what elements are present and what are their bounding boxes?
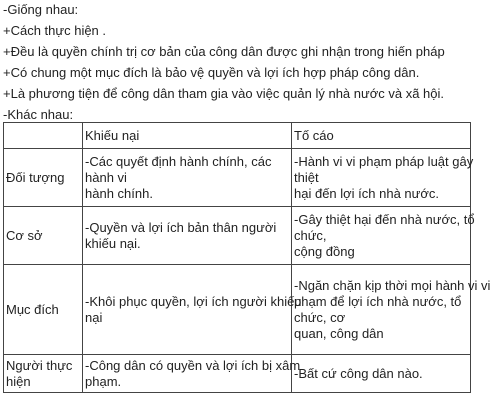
cell-line: -Công dân có quyền và lợi ích bị xâm <box>85 357 301 373</box>
row-label-line: hiện <box>6 373 31 389</box>
row-label-nguoi-thuc-hien <box>4 355 83 393</box>
header-empty-cell <box>4 123 83 149</box>
row-label-muc-dich: Mục đích <box>4 265 83 355</box>
cell-to-cao <box>292 149 474 207</box>
cell-line: phạm. <box>85 373 122 389</box>
cell-to-cao <box>292 207 475 265</box>
intro-similar-point-2: +Đều là quyền chính trị cơ bản của công dân được ghi nhận trong hiến pháp <box>3 44 445 59</box>
cell-line: hại đến lợi ích nhà nước. <box>294 185 439 201</box>
cell-line: nại <box>85 309 103 325</box>
cell-khieu-nai <box>83 355 301 393</box>
table-row <box>4 149 471 207</box>
cell-line: hành chính. <box>85 185 153 201</box>
cell-line: -Hành vi vi phạm pháp luật gây <box>294 153 474 169</box>
row-label-line: Người thực <box>6 357 73 373</box>
cell-line: -Các quyết định hành chính, các <box>85 153 272 169</box>
header-khieu-nai: Khiếu nại <box>83 123 292 149</box>
cell-line: -Gây thiệt hại đến nhà nước, tổ <box>294 211 475 227</box>
cell-to-cao <box>292 265 490 355</box>
cell-line: -Khôi phục quyền, lợi ích người khiếu <box>85 293 302 309</box>
cell-line: -Bất cứ công dân nào. <box>294 365 423 381</box>
cell-line: -Ngăn chặn kịp thời mọi hành vi vi <box>294 277 490 293</box>
cell-line: chức, cơ <box>294 309 346 325</box>
cell-line: chức, <box>294 227 327 243</box>
table-header-row <box>4 123 471 149</box>
cell-to-cao <box>292 355 471 393</box>
cell-line: khiếu nại. <box>85 235 141 251</box>
cell-khieu-nai <box>83 149 292 207</box>
cell-line: thiệt <box>294 169 319 185</box>
intro-section <box>3 0 471 126</box>
row-label-doi-tuong: Đối tượng <box>4 149 83 207</box>
intro-similar-point-4: +Là phương tiện để công dân tham gia vào việc quản lý nhà nước và xã hội. <box>3 86 444 101</box>
cell-line: quan, công dân <box>294 325 384 341</box>
cell-khieu-nai <box>83 207 292 265</box>
cell-line: hành vi <box>85 169 127 185</box>
table-row <box>4 265 471 355</box>
intro-similar-point-3: +Có chung một mục đích là bảo vệ quyền và lợi ích hợp pháp công dân. <box>3 65 420 80</box>
cell-line: -Quyền và lợi ích bản thân người <box>85 219 277 235</box>
comparison-table <box>3 122 490 393</box>
header-to-cao: Tố cáo <box>292 123 471 149</box>
cell-line: phạm để lợi ích nhà nước, tổ <box>294 293 462 309</box>
cell-khieu-nai <box>83 265 302 355</box>
intro-similar-point-1: +Cách thực hiện . <box>3 23 107 38</box>
table-row <box>4 355 471 393</box>
intro-similar-heading: -Giống nhau: <box>3 2 79 17</box>
intro-different-heading: -Khác nhau: <box>3 107 74 122</box>
cell-line: cộng đồng <box>294 243 355 259</box>
table-row <box>4 207 471 265</box>
row-label-co-so: Cơ sở <box>4 207 83 265</box>
